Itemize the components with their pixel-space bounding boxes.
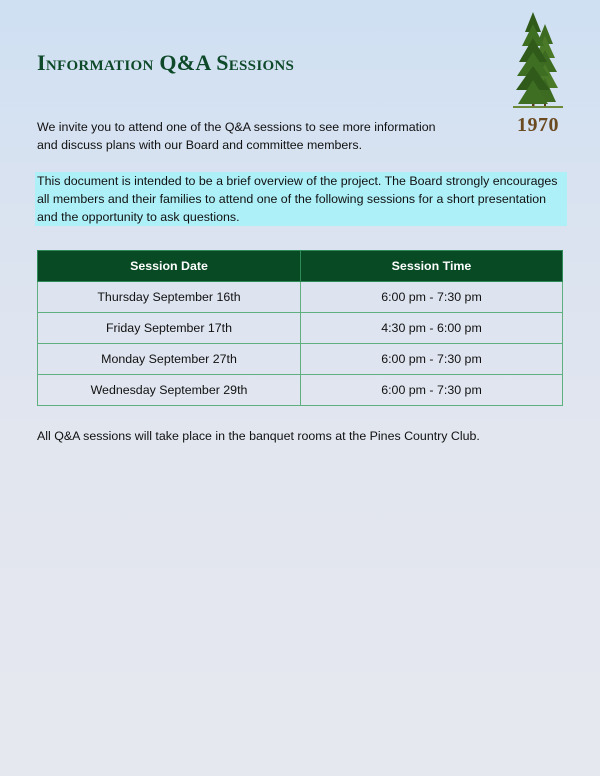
session-time-header: Session Time: [301, 251, 563, 282]
table-row: [38, 375, 563, 406]
session-date-cell: Wednesday September 29th: [38, 375, 301, 406]
pine-trees-icon: [505, 10, 571, 114]
session-time-cell: 6:00 pm - 7:30 pm: [301, 282, 563, 313]
session-date-cell: Friday September 17th: [38, 313, 301, 344]
logo-year: 1970: [517, 114, 559, 136]
location-note: All Q&A sessions will take place in the banquet rooms at the Pines Country Club.: [37, 429, 480, 443]
session-date-cell: Monday September 27th: [38, 344, 301, 375]
session-date-cell: Thursday September 16th: [38, 282, 301, 313]
sessions-table: [37, 250, 563, 406]
club-logo: [505, 10, 571, 138]
highlighted-overview: This document is intended to be a brief overview of the project. The Board strongly encourages all members and their families to attend one of the following sessions for a short presentation and the opportunity to ask questions.: [35, 172, 567, 226]
session-time-cell: 6:00 pm - 7:30 pm: [301, 375, 563, 406]
session-time-cell: 6:00 pm - 7:30 pm: [301, 344, 563, 375]
table-header-row: [38, 251, 563, 282]
table-row: [38, 282, 563, 313]
session-time-cell: 4:30 pm - 6:00 pm: [301, 313, 563, 344]
session-date-header: Session Date: [38, 251, 301, 282]
table-row: [38, 313, 563, 344]
intro-paragraph: We invite you to attend one of the Q&A sessions to see more information and discuss plans with our Board and committee members.: [37, 120, 436, 152]
page-title: Information Q&A Sessions: [37, 50, 295, 75]
table-row: [38, 344, 563, 375]
